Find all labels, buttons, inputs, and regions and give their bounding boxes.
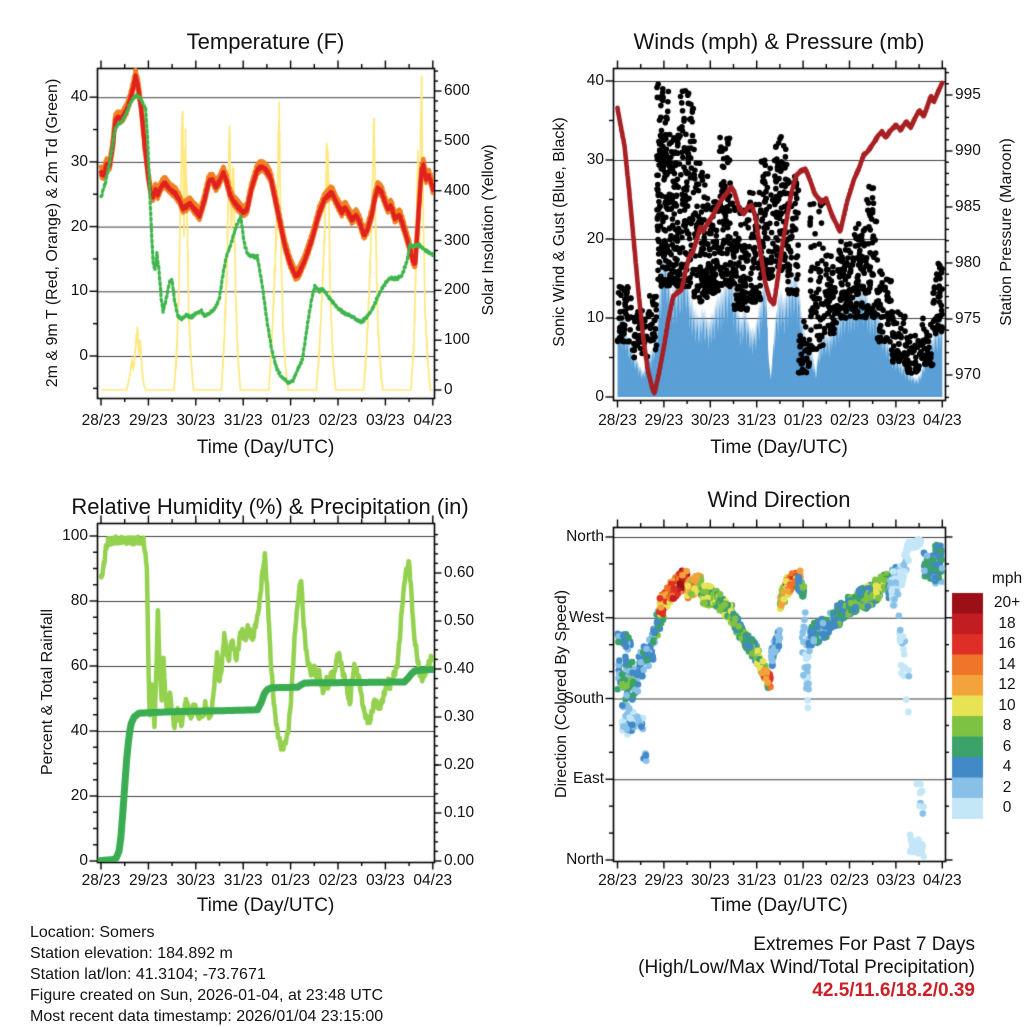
p4-xtick: 28/23 [598,872,637,889]
p2-ytick-left: 40 [586,72,604,89]
p4-xtick: 02/23 [830,872,869,889]
p4-dir-tick: West [568,608,604,626]
p2-ytick-left: 0 [595,388,604,405]
p3-xtick: 03/23 [365,872,405,889]
extremes-title: Extremes For Past 7 Days [753,934,975,955]
p2-xtick: 02/23 [830,412,869,429]
footer-line-timestamp: Most recent data timestamp: 2026/01/04 23:15:00 [30,1008,384,1025]
p3-xtick: 28/23 [81,872,121,889]
extremes-block [638,933,975,1002]
p1-xtick: 31/23 [223,412,263,429]
p2-xtick: 01/23 [783,412,823,429]
p2-ytick-right: 970 [955,366,981,383]
p3-ytick-right: 0.20 [444,756,475,773]
p3-ytick-left: 0 [79,852,88,869]
p3-ytick-right: 0.50 [444,612,475,629]
p3-ytick-right: 0.60 [444,564,475,581]
p2-ytick-right: 995 [955,86,981,103]
p3-xtick: 30/23 [176,872,216,889]
p4-xtick: 30/23 [690,872,730,889]
p1-xtick: 02/23 [318,412,358,429]
panel4-xaxis-label: Time (Day/UTC) [710,895,848,916]
p4-dir-tick: South [563,689,604,707]
colorbar-tick: 6 [1002,737,1012,755]
p3-ytick-left: 80 [70,592,88,609]
panel3-yaxis-left-label: Percent & Total Rainfall [39,608,56,776]
p2-ytick-right: 985 [955,198,981,215]
footer-info [30,922,383,1027]
p4-xtick: 29/23 [644,872,684,889]
p3-xtick: 31/23 [223,872,263,889]
colorbar-tick: 2 [1002,778,1012,796]
panel1-title: Temperature (F) [186,29,345,54]
extremes-values: 42.5/11.6/18.2/0.39 [812,980,975,1001]
p2-ytick-right: 990 [955,142,981,159]
p2-xtick: 31/23 [737,412,777,429]
p1-ytick-left: 10 [70,282,88,300]
colorbar-tick: 14 [998,655,1016,673]
footer-line-location: Location: Somers [30,924,155,941]
colorbar-tick: 0 [1002,799,1012,817]
p3-ytick-right: 0.30 [444,708,475,725]
p3-ytick-left: 40 [70,722,88,739]
p1-ytick-left: 0 [79,347,88,364]
p3-ytick-left: 100 [62,527,88,544]
p1-ytick-right: 500 [444,131,470,149]
p3-ytick-right: 0.40 [444,660,475,677]
p1-ytick-right: 600 [444,82,470,100]
p3-xtick: 04/23 [413,872,453,889]
p1-xtick: 28/23 [81,412,121,429]
colorbar-tick: 4 [1002,758,1012,776]
colorbar-tick: 8 [1002,717,1012,735]
p1-ytick-left: 30 [70,152,88,170]
p3-ytick-right: 0.10 [444,804,475,821]
p1-ytick-left: 20 [70,217,88,235]
p3-ytick-left: 20 [70,787,88,804]
footer-line-created: Figure created on Sun, 2026-01-04, at 23:48 UTC [30,987,384,1004]
p4-dir-tick: North [566,851,604,868]
p1-xtick: 03/23 [365,412,405,429]
panel4-title: Wind Direction [707,487,851,512]
p2-ytick-left: 20 [586,230,604,247]
extremes-subtitle: (High/Low/Max Wind/Total Precipitation) [638,957,975,978]
colorbar-tick: 20+ [993,594,1021,612]
p1-ytick-right: 300 [444,231,470,249]
p2-xtick: 03/23 [876,412,916,429]
p4-xtick: 04/23 [922,872,962,889]
panel1-yaxis-right-label: Solar Insolation (Yellow) [480,144,497,316]
p4-dir-tick: East [572,770,604,788]
p4-dir-tick: North [566,528,604,545]
p2-xtick: 29/23 [644,412,684,429]
panel4-yaxis-left-label: Direction (Colored By Speed) [553,589,570,799]
panel3-xaxis-label: Time (Day/UTC) [196,895,335,916]
p2-ytick-left: 30 [586,151,604,168]
footer-line-latlon: Station lat/lon: 41.3104; -73.7671 [30,966,266,983]
p1-ytick-right: 400 [444,181,470,199]
p1-xtick: 04/23 [413,412,453,429]
panel1-yaxis-left-label: 2m & 9m T (Red, Orange) & 2m Td (Green) [44,78,61,388]
p1-ytick-right: 200 [444,281,470,299]
colorbar-tick: 18 [998,614,1016,632]
p3-ytick-left: 60 [70,657,88,674]
panel2-yaxis-right-label: Station Pressure (Maroon) [998,138,1015,326]
p1-xtick: 30/23 [176,412,216,429]
panel3-title: Relative Humidity (%) & Precipitation (in) [71,494,469,519]
colorbar-tick: 16 [998,635,1016,653]
p1-ytick-right: 0 [444,381,453,398]
p1-ytick-right: 100 [444,331,470,349]
p2-ytick-right: 980 [955,254,981,271]
p2-xtick: 04/23 [922,412,962,429]
p4-xtick: 31/23 [737,872,777,889]
colorbar-tick: 10 [998,696,1016,714]
p2-ytick-right: 975 [955,310,981,327]
p4-xtick: 01/23 [783,872,823,889]
p1-ytick-left: 40 [70,88,88,106]
p2-xtick: 30/23 [690,412,730,429]
p2-xtick: 28/23 [598,412,637,429]
colorbar-title: mph [991,570,1023,587]
panel2-title: Winds (mph) & Pressure (mb) [633,29,925,54]
footer-line-elevation: Station elevation: 184.892 m [30,945,233,962]
panel1-xaxis-label: Time (Day/UTC) [196,437,335,458]
colorbar-tick: 12 [998,676,1016,694]
p3-ytick-right: 0.00 [444,852,475,869]
p2-ytick-left: 10 [586,309,604,326]
p1-xtick: 29/23 [128,412,168,429]
p4-xtick: 03/23 [876,872,916,889]
p3-xtick: 29/23 [128,872,168,889]
p3-xtick: 02/23 [318,872,358,889]
panel2-yaxis-left-label: Sonic Wind & Gust (Blue, Black) [551,117,568,347]
panel2-xaxis-label: Time (Day/UTC) [710,437,848,458]
p1-xtick: 01/23 [271,412,310,429]
p3-xtick: 01/23 [271,872,310,889]
